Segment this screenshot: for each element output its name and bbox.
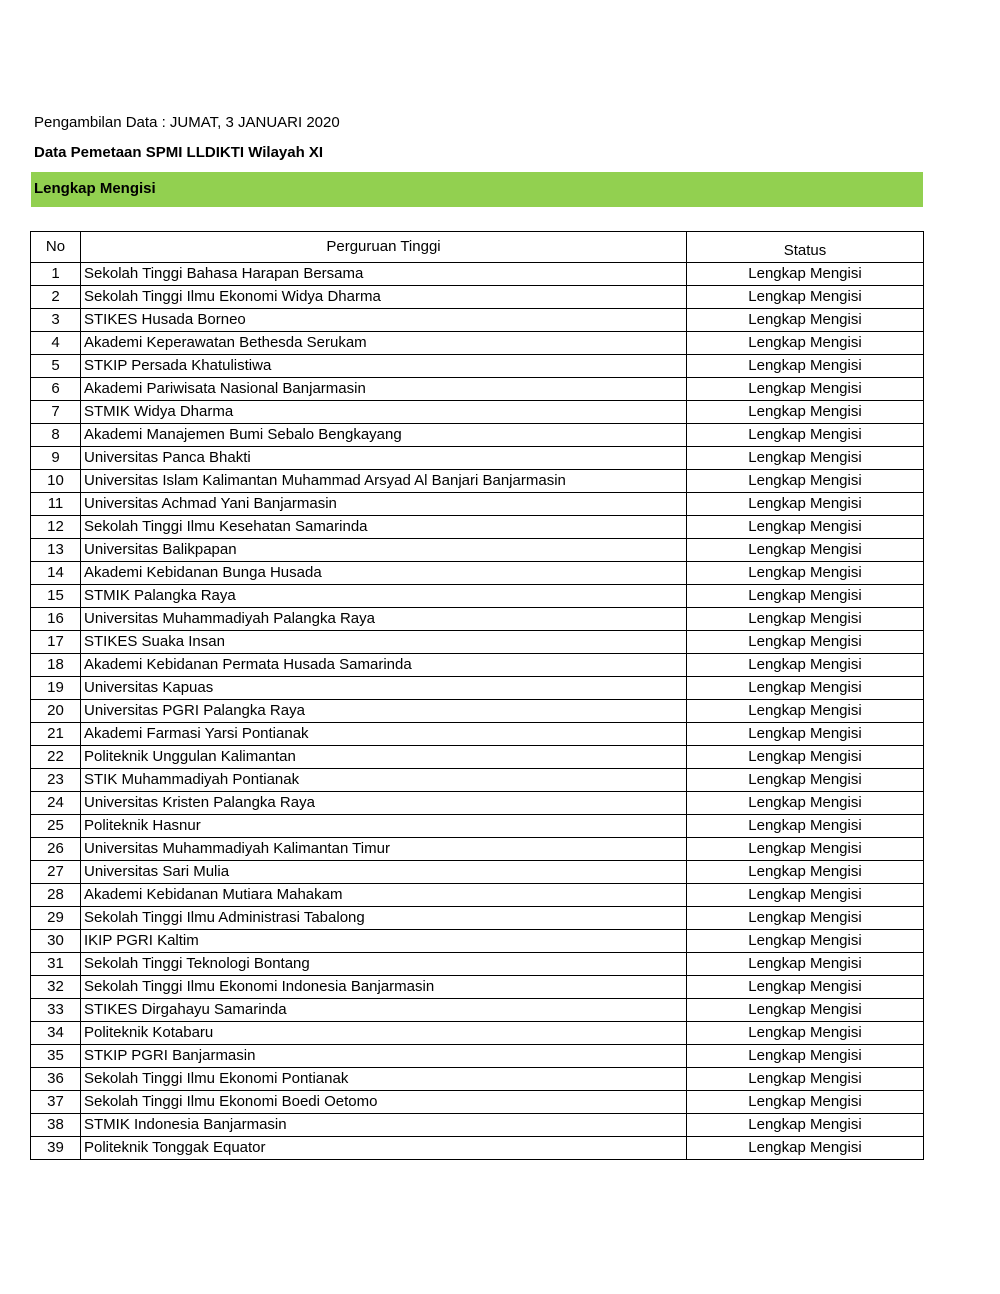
status-cell: Lengkap Mengisi <box>687 769 924 792</box>
row-number: 17 <box>31 631 81 654</box>
table-row <box>31 562 924 585</box>
status-cell: Lengkap Mengisi <box>687 976 924 999</box>
status-cell: Lengkap Mengisi <box>687 677 924 700</box>
table-row <box>31 1022 924 1045</box>
institution-name: Sekolah Tinggi Ilmu Ekonomi Widya Dharma <box>81 286 687 309</box>
institution-name: Sekolah Tinggi Ilmu Ekonomi Pontianak <box>81 1068 687 1091</box>
institution-name: Politeknik Hasnur <box>81 815 687 838</box>
table-row <box>31 654 924 677</box>
status-cell: Lengkap Mengisi <box>687 355 924 378</box>
status-cell: Lengkap Mengisi <box>687 562 924 585</box>
column-header-no: No <box>31 232 81 263</box>
institution-name: STKIP Persada Khatulistiwa <box>81 355 687 378</box>
institution-name: STIKES Suaka Insan <box>81 631 687 654</box>
table-row <box>31 401 924 424</box>
institution-name: STMIK Palangka Raya <box>81 585 687 608</box>
table-row <box>31 608 924 631</box>
column-header-status: Status <box>687 232 924 263</box>
table-row <box>31 1137 924 1160</box>
row-number: 11 <box>31 493 81 516</box>
institution-name: Universitas Muhammadiyah Kalimantan Timur <box>81 838 687 861</box>
institution-name: Politeknik Unggulan Kalimantan <box>81 746 687 769</box>
status-cell: Lengkap Mengisi <box>687 1114 924 1137</box>
institution-name: Akademi Manajemen Bumi Sebalo Bengkayang <box>81 424 687 447</box>
institutions-table <box>30 231 924 1160</box>
table-row <box>31 999 924 1022</box>
status-cell: Lengkap Mengisi <box>687 424 924 447</box>
row-number: 38 <box>31 1114 81 1137</box>
row-number: 9 <box>31 447 81 470</box>
row-number: 10 <box>31 470 81 493</box>
document-title: Data Pemetaan SPMI LLDIKTI Wilayah XI <box>34 144 324 161</box>
table-row <box>31 424 924 447</box>
table-row <box>31 677 924 700</box>
institution-name: Akademi Farmasi Yarsi Pontianak <box>81 723 687 746</box>
status-cell: Lengkap Mengisi <box>687 401 924 424</box>
row-number: 14 <box>31 562 81 585</box>
table-row <box>31 585 924 608</box>
institution-name: STIKES Husada Borneo <box>81 309 687 332</box>
status-cell: Lengkap Mengisi <box>687 493 924 516</box>
status-cell: Lengkap Mengisi <box>687 838 924 861</box>
table-row <box>31 1114 924 1137</box>
row-number: 31 <box>31 953 81 976</box>
table-row <box>31 631 924 654</box>
table-row <box>31 470 924 493</box>
status-cell: Lengkap Mengisi <box>687 907 924 930</box>
row-number: 23 <box>31 769 81 792</box>
row-number: 19 <box>31 677 81 700</box>
table-row <box>31 907 924 930</box>
institution-name: Universitas Kapuas <box>81 677 687 700</box>
status-cell: Lengkap Mengisi <box>687 470 924 493</box>
institution-name: Akademi Kebidanan Mutiara Mahakam <box>81 884 687 907</box>
row-number: 18 <box>31 654 81 677</box>
institution-name: Universitas Balikpapan <box>81 539 687 562</box>
table-header-row <box>31 232 924 263</box>
table-row <box>31 355 924 378</box>
table-row <box>31 930 924 953</box>
status-cell: Lengkap Mengisi <box>687 585 924 608</box>
table-row <box>31 976 924 999</box>
institution-name: STIKES Dirgahayu Samarinda <box>81 999 687 1022</box>
row-number: 15 <box>31 585 81 608</box>
row-number: 29 <box>31 907 81 930</box>
row-number: 8 <box>31 424 81 447</box>
status-cell: Lengkap Mengisi <box>687 631 924 654</box>
status-cell: Lengkap Mengisi <box>687 884 924 907</box>
row-number: 34 <box>31 1022 81 1045</box>
institution-name: Sekolah Tinggi Ilmu Ekonomi Boedi Oetomo <box>81 1091 687 1114</box>
row-number: 21 <box>31 723 81 746</box>
status-cell: Lengkap Mengisi <box>687 447 924 470</box>
table-row <box>31 838 924 861</box>
table-body <box>31 263 924 1160</box>
status-cell: Lengkap Mengisi <box>687 608 924 631</box>
row-number: 27 <box>31 861 81 884</box>
status-cell: Lengkap Mengisi <box>687 999 924 1022</box>
row-number: 5 <box>31 355 81 378</box>
section-label: Lengkap Mengisi <box>34 180 156 197</box>
institution-name: Akademi Kebidanan Permata Husada Samarinda <box>81 654 687 677</box>
table-row <box>31 539 924 562</box>
section-banner <box>31 172 923 207</box>
institution-name: Politeknik Kotabaru <box>81 1022 687 1045</box>
status-cell: Lengkap Mengisi <box>687 746 924 769</box>
row-number: 37 <box>31 1091 81 1114</box>
status-cell: Lengkap Mengisi <box>687 792 924 815</box>
institution-name: Sekolah Tinggi Ilmu Ekonomi Indonesia Banjarmasin <box>81 976 687 999</box>
institution-name: Politeknik Tonggak Equator <box>81 1137 687 1160</box>
table-row <box>31 263 924 286</box>
status-cell: Lengkap Mengisi <box>687 861 924 884</box>
row-number: 25 <box>31 815 81 838</box>
status-cell: Lengkap Mengisi <box>687 930 924 953</box>
row-number: 1 <box>31 263 81 286</box>
status-cell: Lengkap Mengisi <box>687 700 924 723</box>
institution-name: Akademi Pariwisata Nasional Banjarmasin <box>81 378 687 401</box>
row-number: 7 <box>31 401 81 424</box>
institution-name: Akademi Keperawatan Bethesda Serukam <box>81 332 687 355</box>
row-number: 24 <box>31 792 81 815</box>
table-row <box>31 792 924 815</box>
status-cell: Lengkap Mengisi <box>687 1045 924 1068</box>
institution-name: STIK Muhammadiyah Pontianak <box>81 769 687 792</box>
row-number: 36 <box>31 1068 81 1091</box>
institution-name: Universitas Achmad Yani Banjarmasin <box>81 493 687 516</box>
status-cell: Lengkap Mengisi <box>687 539 924 562</box>
row-number: 3 <box>31 309 81 332</box>
table-row <box>31 723 924 746</box>
institution-name: Akademi Kebidanan Bunga Husada <box>81 562 687 585</box>
status-cell: Lengkap Mengisi <box>687 654 924 677</box>
table-row <box>31 953 924 976</box>
institution-name: Sekolah Tinggi Teknologi Bontang <box>81 953 687 976</box>
institution-name: STKIP PGRI Banjarmasin <box>81 1045 687 1068</box>
retrieval-date-line: Pengambilan Data : JUMAT, 3 JANUARI 2020 <box>34 114 340 131</box>
status-cell: Lengkap Mengisi <box>687 1091 924 1114</box>
row-number: 6 <box>31 378 81 401</box>
table-row <box>31 769 924 792</box>
table-row <box>31 378 924 401</box>
institution-name: Universitas Kristen Palangka Raya <box>81 792 687 815</box>
table-row <box>31 286 924 309</box>
table-row <box>31 884 924 907</box>
table-row <box>31 1091 924 1114</box>
table-row <box>31 447 924 470</box>
institution-name: Universitas PGRI Palangka Raya <box>81 700 687 723</box>
status-cell: Lengkap Mengisi <box>687 1022 924 1045</box>
table-row <box>31 516 924 539</box>
row-number: 20 <box>31 700 81 723</box>
institution-name: Sekolah Tinggi Ilmu Kesehatan Samarinda <box>81 516 687 539</box>
row-number: 16 <box>31 608 81 631</box>
table-row <box>31 1068 924 1091</box>
status-cell: Lengkap Mengisi <box>687 1068 924 1091</box>
row-number: 35 <box>31 1045 81 1068</box>
row-number: 2 <box>31 286 81 309</box>
status-cell: Lengkap Mengisi <box>687 263 924 286</box>
row-number: 26 <box>31 838 81 861</box>
table-row <box>31 332 924 355</box>
row-number: 33 <box>31 999 81 1022</box>
row-number: 30 <box>31 930 81 953</box>
table-row <box>31 309 924 332</box>
status-cell: Lengkap Mengisi <box>687 309 924 332</box>
institution-name: Sekolah Tinggi Bahasa Harapan Bersama <box>81 263 687 286</box>
table-row <box>31 1045 924 1068</box>
status-cell: Lengkap Mengisi <box>687 286 924 309</box>
status-cell: Lengkap Mengisi <box>687 332 924 355</box>
institution-name: STMIK Indonesia Banjarmasin <box>81 1114 687 1137</box>
row-number: 39 <box>31 1137 81 1160</box>
status-cell: Lengkap Mengisi <box>687 516 924 539</box>
status-cell: Lengkap Mengisi <box>687 1137 924 1160</box>
row-number: 4 <box>31 332 81 355</box>
institution-name: IKIP PGRI Kaltim <box>81 930 687 953</box>
status-cell: Lengkap Mengisi <box>687 378 924 401</box>
row-number: 22 <box>31 746 81 769</box>
status-cell: Lengkap Mengisi <box>687 723 924 746</box>
row-number: 13 <box>31 539 81 562</box>
table-row <box>31 861 924 884</box>
institution-name: STMIK Widya Dharma <box>81 401 687 424</box>
table-row <box>31 493 924 516</box>
table-row <box>31 815 924 838</box>
institution-name: Universitas Muhammadiyah Palangka Raya <box>81 608 687 631</box>
row-number: 32 <box>31 976 81 999</box>
table-row <box>31 700 924 723</box>
row-number: 12 <box>31 516 81 539</box>
column-header-institution: Perguruan Tinggi <box>81 232 687 263</box>
row-number: 28 <box>31 884 81 907</box>
institution-name: Universitas Sari Mulia <box>81 861 687 884</box>
institution-name: Universitas Islam Kalimantan Muhammad Arsyad Al Banjari Banjarmasin <box>81 470 687 493</box>
status-cell: Lengkap Mengisi <box>687 953 924 976</box>
institution-name: Universitas Panca Bhakti <box>81 447 687 470</box>
status-cell: Lengkap Mengisi <box>687 815 924 838</box>
institution-name: Sekolah Tinggi Ilmu Administrasi Tabalong <box>81 907 687 930</box>
table-row <box>31 746 924 769</box>
